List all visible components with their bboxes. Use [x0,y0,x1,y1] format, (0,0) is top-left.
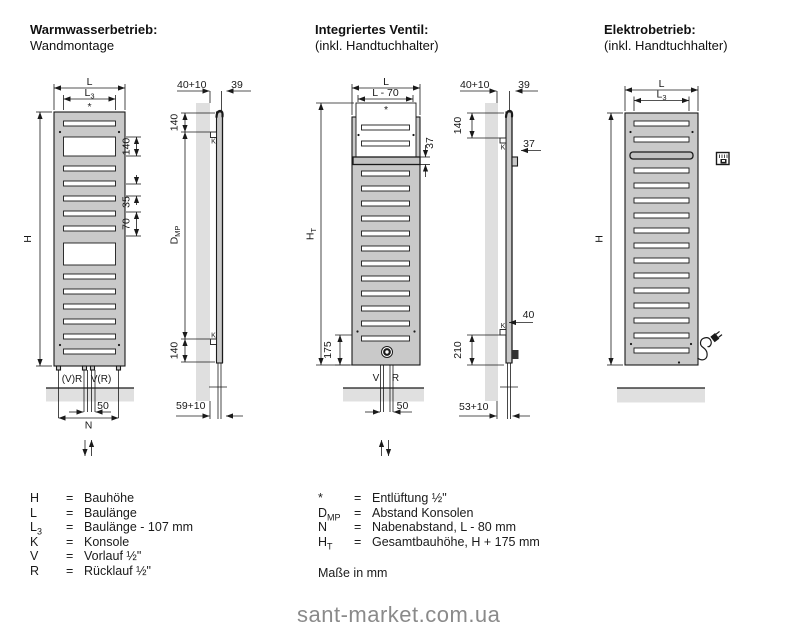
dim-label-140-top: 140 [168,113,181,132]
dim-label-L70: L - 70 [372,87,399,99]
watermark: sant-market.com.ua [297,602,501,627]
vent-asterisk: * [87,101,92,113]
section-title: Elektrobetrieb: [604,22,696,37]
section-title: Warmwasserbetrieb: [30,22,158,37]
dim-label-37: 37 [523,138,535,150]
wall-strip [485,103,498,401]
console-bracket [211,132,217,138]
valve-profile [512,350,519,359]
dim-label-50: 50 [396,400,409,412]
dim-label-40-10: 40+10 [460,79,490,91]
legend-row: $D_{MP}$ = Abstand Konsolen [318,505,474,522]
console-label: K [211,332,216,340]
console-bracket [500,330,506,336]
console-label: K [211,138,216,146]
dim-label-210: 210 [452,341,464,359]
connection-label-left: (V)R [61,374,83,385]
warmwasser-side-view [169,79,252,419]
connection-label-right: V(R) [90,374,112,385]
dim-label-L: L [383,76,389,88]
dim-label-H: H [593,235,606,243]
section-title: Integriertes Ventil: [315,22,429,37]
console-label: K [500,144,506,152]
console-bracket [211,339,217,345]
dim-label-53-10: 53+10 [459,401,489,413]
radiator-profile [506,112,512,363]
dim-label-140: 140 [452,116,464,135]
connection-label-V: V [372,373,380,384]
dim-label-37: 37 [424,137,436,149]
dim-label-59-10: 59+10 [176,400,206,412]
dim-label-140-bottom: 140 [168,341,181,360]
console-bracket [500,138,506,143]
dim-label-N: N [84,419,93,432]
dim-label-40-10: 40+10 [177,79,207,91]
dim-label-HT: $H_T$ [304,227,318,241]
power-cable-plug-icon [698,330,723,360]
section-subtitle: (inkl. Handtuchhalter) [315,38,439,53]
legend-row: * = Entlüftung ½" [318,491,447,505]
section-heading-warmwasser [30,22,157,54]
connection-label-R: R [391,373,400,384]
wall-band [617,389,705,403]
ventil-side-view [452,79,541,419]
units-note: Maße in mm [318,566,388,580]
vent-asterisk: * [383,104,389,116]
dim-label-L3: $L_3$ [84,87,95,101]
legend-row: $H_T$ = Gesamtbauhöhe, H + 175 mm [318,534,540,551]
dim-label-40: 40 [522,309,535,321]
dim-label-175: 175 [322,341,334,359]
ventil-front-view [305,76,437,456]
warmwasser-front-view [22,76,141,456]
legend-row: K = Konsole [30,534,130,549]
dim-label-70: 70 [120,218,133,230]
dim-label-DMP: $D_{MP}$ [168,225,182,245]
legend-row: L = Baulänge [30,505,137,520]
section-heading-ventil [315,22,439,54]
electrical-connection-icon [717,153,730,165]
towel-rail [353,157,420,165]
towel-rail [630,152,693,159]
legend-left-column [30,491,193,578]
section-subtitle: Wandmontage [30,38,115,53]
radiator-body [625,113,698,365]
elektro-front-view [594,78,730,403]
dim-label-35: 35 [120,196,133,208]
towel-rail-profile [512,157,518,166]
legend-row: N = Nabenabstand, L - 80 mm [318,520,517,534]
dim-label-50: 50 [97,400,109,412]
legend-row: H = Bauhöhe [30,491,135,505]
dim-label-H: H [22,235,34,243]
dim-label-L3: $L_3$ [656,88,667,102]
radiator-profile [217,112,223,363]
dim-label-140: 140 [120,137,133,156]
dim-label-39: 39 [518,79,530,91]
dim-label-L: L [86,76,93,88]
legend-row: V = Vorlauf ½" [30,549,142,563]
dim-label-39: 39 [231,79,243,91]
section-subtitle: (inkl. Handtuchhalter) [604,38,728,53]
legend-right-column [318,491,540,549]
legend-row: R = Rücklauf ½" [30,563,151,578]
console-label: K [500,323,506,330]
wall-strip [196,103,210,401]
wall-band [46,389,134,402]
legend-row: $L_3$ = Baulänge - 107 mm [30,520,194,537]
dim-label-L: L [658,78,665,90]
section-heading-elektro [604,22,728,54]
